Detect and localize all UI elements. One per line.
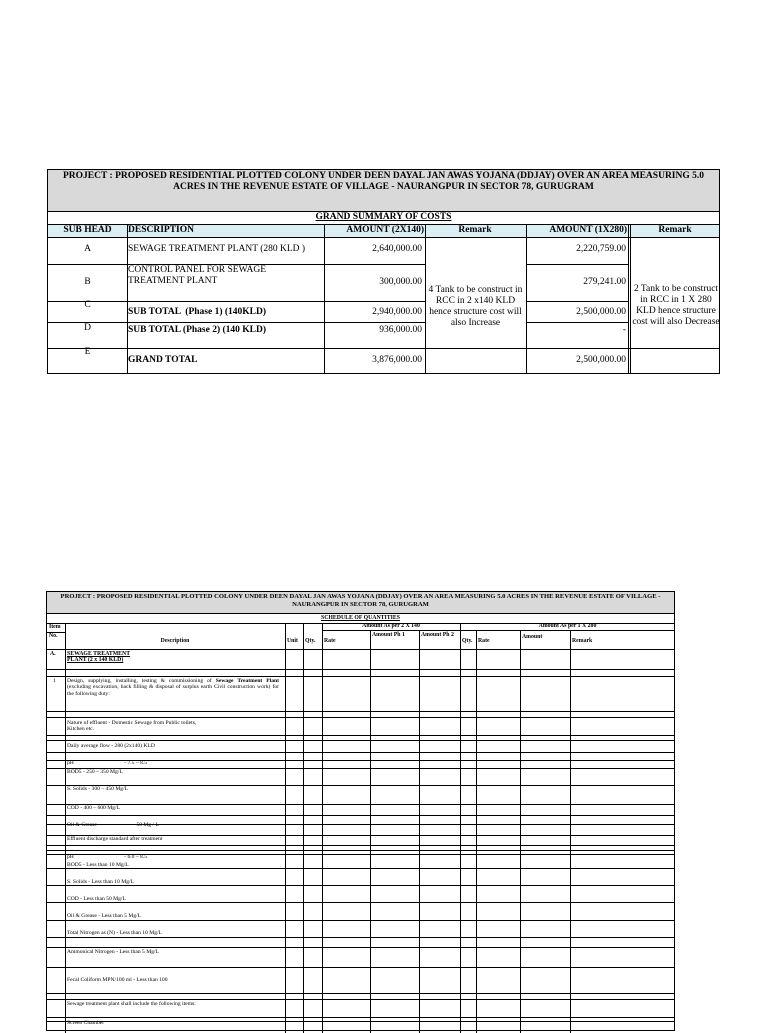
soq-line: Screen Chamber [67,1020,105,1026]
soq-section-a-no: A. [50,651,56,657]
soq-line: pH - 6.0 – 8.5 [67,854,148,860]
soq-line: Fecal Coliform MPN/100 ml - Less than 100 [67,977,168,983]
row-b-description: CONTROL PANEL FOR SEWAGE TREATMENT PLANT [128,265,267,286]
schedule-of-quantities-table [46,591,675,1031]
row-e-amount-1x280: 2,500,000.00 [576,355,626,365]
row-e-sub-head: E [84,347,91,357]
soq-line: pH - 7.5 – 8.5 [67,760,148,766]
soq-line: COD - Less than 50 Mg/L [67,896,126,902]
soq-line: Nature of effluent - Domestic Sewage from Public toilets, Kitchen etc. [67,720,197,733]
soq-header-qty: Qty. [305,638,316,644]
row-d-amount-1x280: - [622,325,626,335]
soq-line: S. Solids - 300 – 450 Mg/L [67,786,129,792]
soq-header-description: Description [160,638,190,644]
remark-1x280: 2 Tank to be construct in RCC in 1 X 280 KLD hence structure cost will also Decrease [632,284,720,327]
soq-header-amount-ph1: Amount Ph 1 [372,632,405,638]
soq-line: Daily average flow - 280 (2x140) KLD [67,743,155,749]
row-d-description: SUB TOTAL (Phase 2) (140 KLD) [128,325,267,335]
soq-header-no: No. [49,633,58,639]
soq-header-amount-ph2: Amount Ph 2 [421,632,454,638]
row-c-amount-2x140: 2,940,000.00 [372,307,422,317]
soq-line: BOD5 - 250 – 350 Mg/L [67,769,123,775]
row-a-amount-2x140: 2,640,000.00 [372,244,422,254]
soq-item-1-description: Design, supplying, installing, testing & commissioning of Sewage Treatment Plant (excluding excavation, back filling & disposal of surplus earth Civil construction work) for the following duty: [67,678,279,697]
soq-header-group-1x280: Amount As per 1 X 280 [538,623,597,629]
row-c-description: SUB TOTAL (Phase 1) (140KLD) [128,307,267,317]
row-c-sub-head: C [84,300,91,310]
soq-section-a-title: SEWAGE TREATMENT PLANT (2 x 140 KLD) [67,651,131,664]
grand-summary-table [47,169,720,374]
header-remark-1: Remark [458,225,492,235]
row-a-amount-1x280: 2,220,759.00 [576,244,626,254]
soq-line: BOD5 - Less than 10 Mg/L [67,862,129,868]
soq-line: Total Nitrogen as (N) - Less than 10 Mg/L [67,930,162,936]
row-b-amount-1x280: 279,241.00 [583,277,626,287]
header-amount-1x280: AMOUNT (1X280) [549,225,627,235]
summary-section-title: GRAND SUMMARY OF COSTS [315,212,452,222]
soq-header-rate: Rate [324,638,336,644]
soq-project-title: PROJECT : PROPOSED RESIDENTIAL PLOTTED COLONY UNDER DEEN DAYAL JAN AWAS YOJANA (DDJAY) OVER AN AREA MEASURING 5.0 ACRES IN THE REVENUE ESTATE OF VILLAGE - NAURANGPUR IN SECTOR 78, GURUGRAM [47,592,674,614]
row-c-amount-1x280: 2,500,000.00 [576,307,626,317]
soq-line: Oil & Grease - Less than 5 Mg/L [67,913,142,919]
row-e-description: GRAND TOTAL [128,355,198,365]
header-remark-2: Remark [658,225,692,235]
header-description: DESCRIPTION [128,225,194,235]
soq-header-unit: Unit [287,638,298,644]
row-d-sub-head: D [84,323,91,333]
summary-project-title: PROJECT : PROPOSED RESIDENTIAL PLOTTED COLONY UNDER DEEN DAYAL JAN AWAS YOJANA (DDJAY) OVER AN AREA MEASURING 5.0 ACRES IN THE REVENUE ESTATE OF VILLAGE - NAURANGPUR IN SECTOR 78, GURUGRAM [48,170,719,212]
soq-item-1-no: 1 [53,678,56,684]
soq-header-item: Item [49,624,61,630]
row-b-sub-head: B [84,277,91,287]
row-b-amount-2x140: 300,000.00 [379,277,422,287]
soq-line: Ammonical Nitrogen - Less than 5 Mg/L [67,949,159,955]
soq-header-qty-2: Qty. [462,638,473,644]
soq-line: Effluent discharge standard after treatment [67,836,163,842]
soq-header-rate-2: Rate [478,638,490,644]
soq-header-amount-2: Amount [522,634,543,640]
header-sub-head: SUB HEAD [63,225,112,235]
soq-line: COD - 400 – 600 Mg/L [67,805,120,811]
soq-section-title: SCHEDULE OF QUANTITIES [320,615,401,621]
soq-header-remark: Remark [572,638,593,644]
row-d-amount-2x140: 936,000.00 [379,325,422,335]
soq-line: Sewage treatment plant shall include the following items: [67,1001,196,1007]
row-a-description: SEWAGE TREATMENT PLANT (280 KLD ) [128,244,306,254]
soq-header-group-2x140: Amount As per 2 X 140 [362,623,420,629]
row-a-sub-head: A [84,244,91,254]
row-e-amount-2x140: 3,876,000.00 [372,355,422,365]
soq-line: Oil & Grease - 50 Mg / L [67,822,159,828]
remark-2x140: 4 Tank to be construct in RCC in 2 x140 KLD hence structure cost will also Increase [428,285,523,328]
soq-line: S. Solids - Less than 10 Mg/L [67,879,134,885]
header-amount-2x140: AMOUNT (2X140) [346,225,424,235]
